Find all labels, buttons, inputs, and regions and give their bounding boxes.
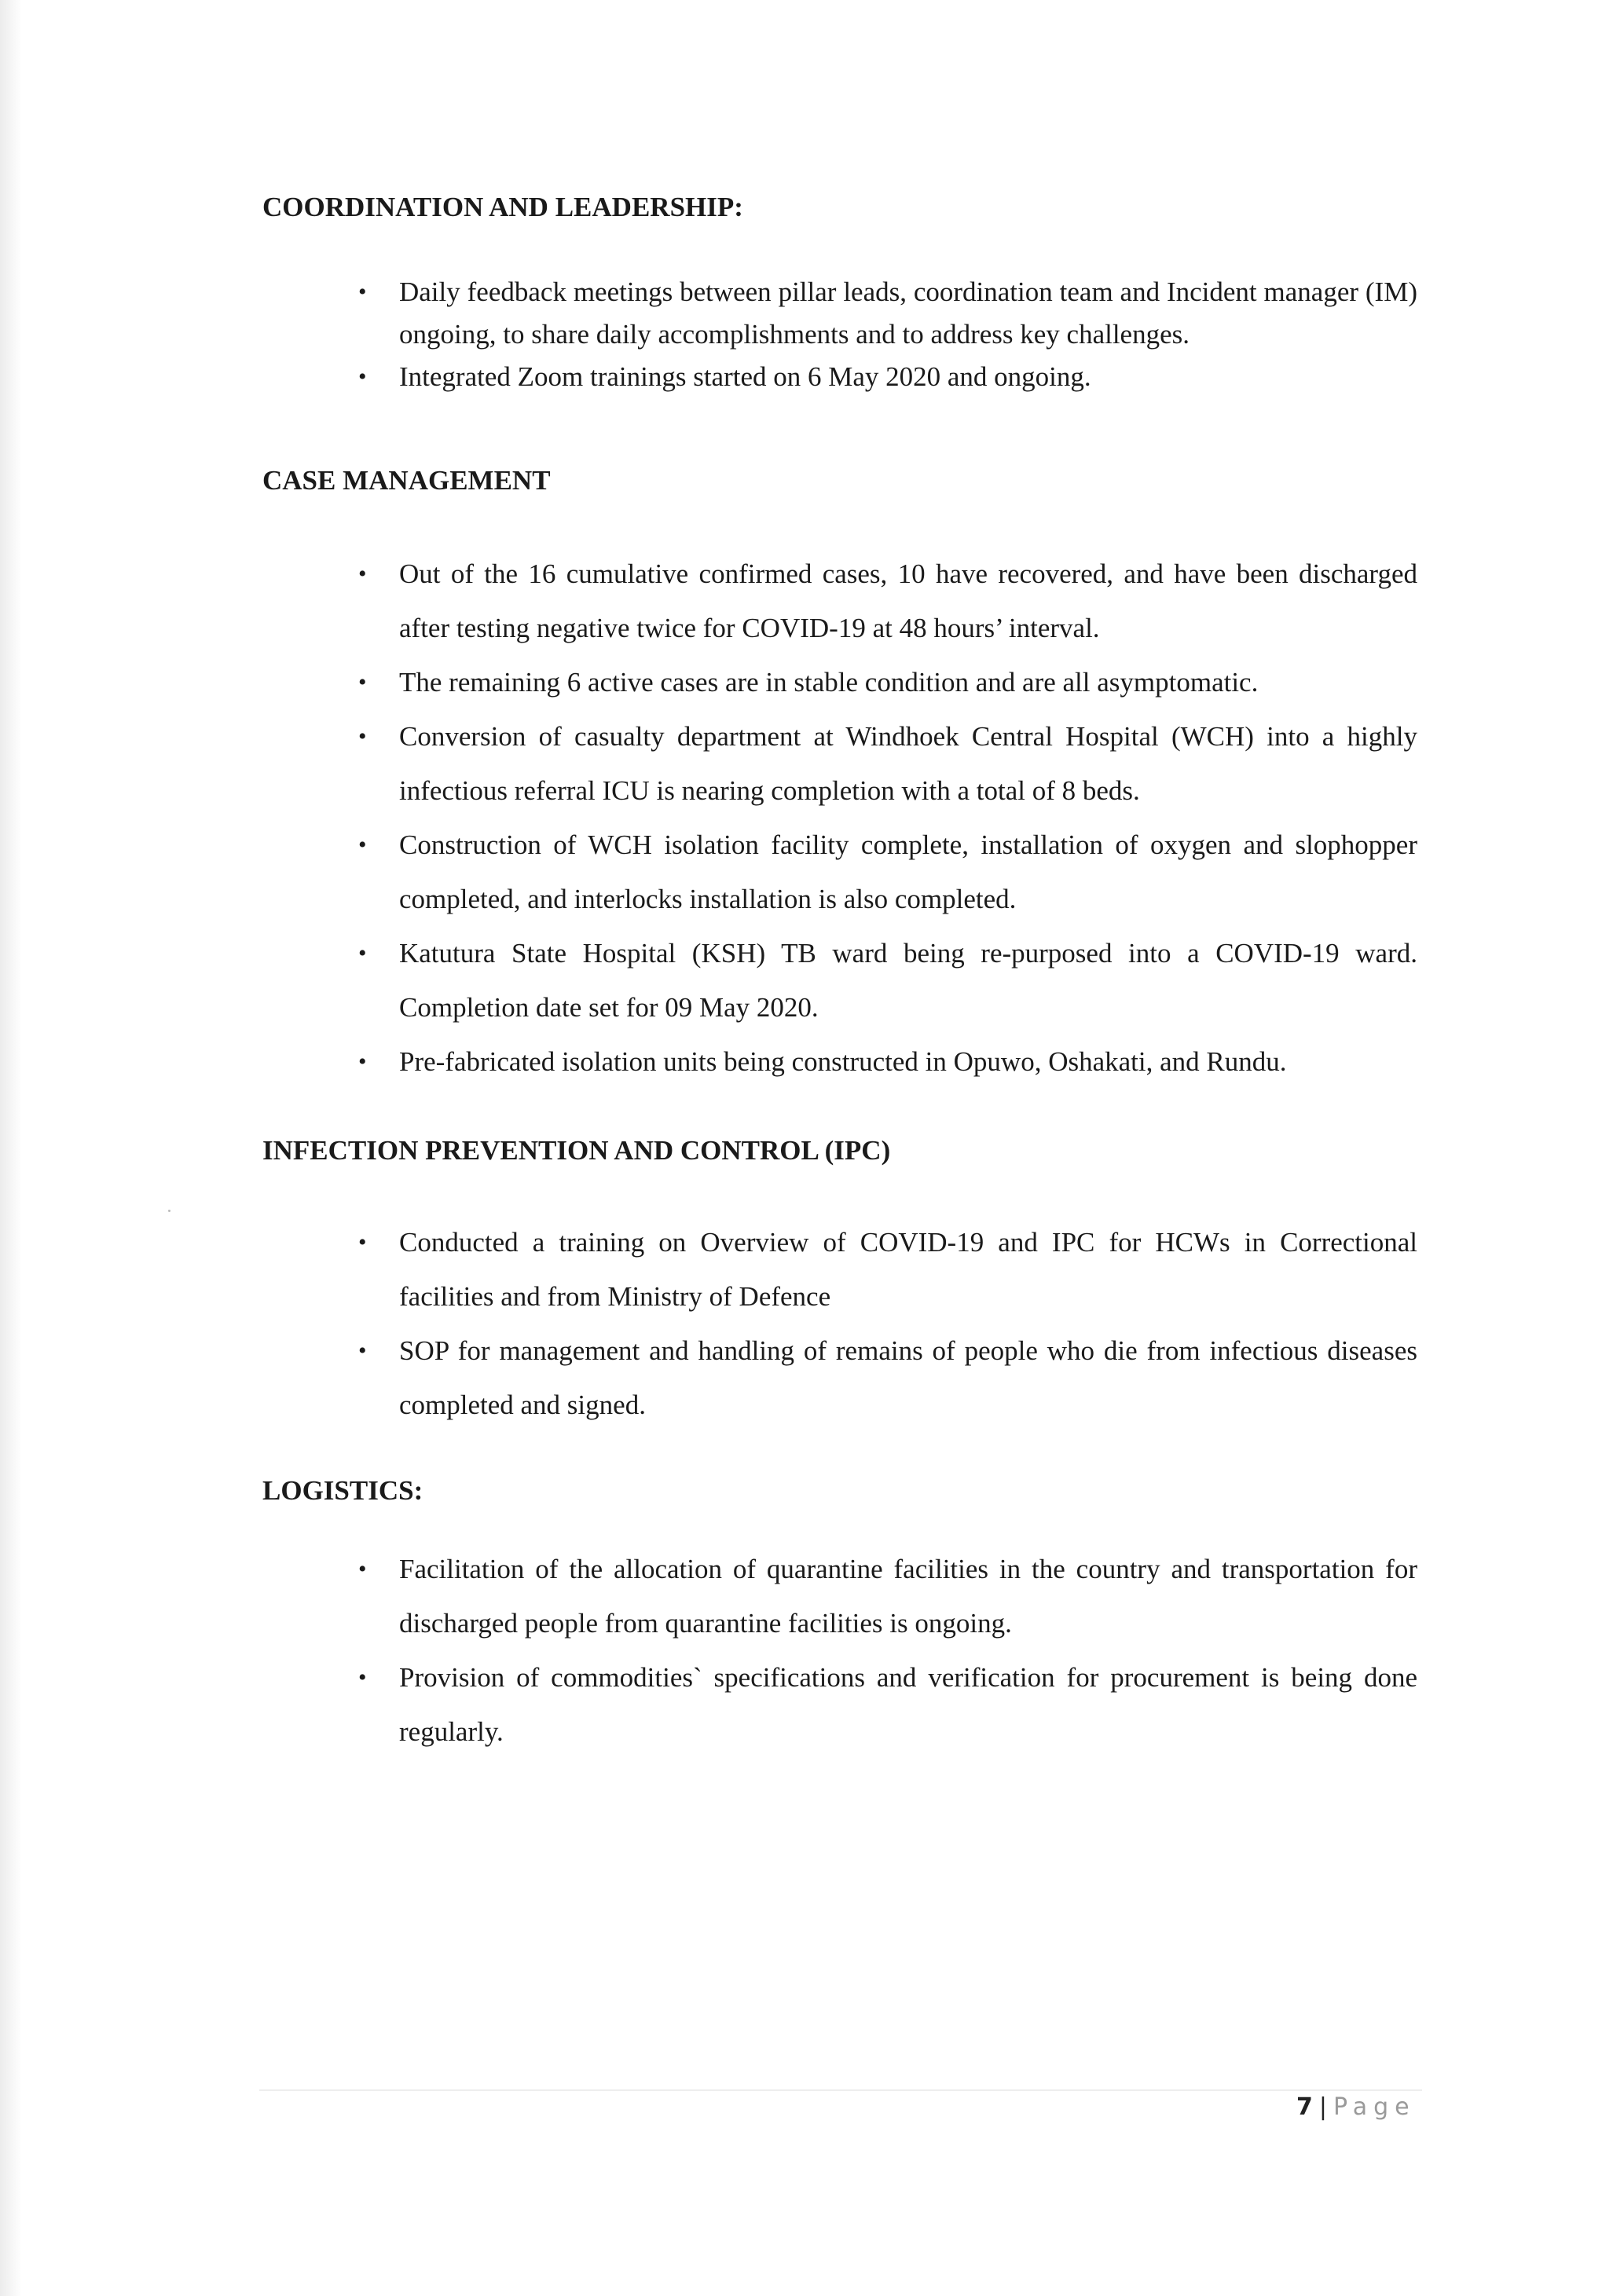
bullet-icon: • bbox=[358, 279, 367, 305]
bullet-icon: • bbox=[358, 723, 367, 749]
bullet-icon: • bbox=[358, 1338, 367, 1364]
bullet-icon: • bbox=[358, 1229, 367, 1255]
list-item bbox=[358, 818, 1417, 926]
list-item bbox=[358, 356, 1417, 398]
list-item bbox=[358, 547, 1417, 655]
scan-edge-shadow bbox=[0, 0, 22, 2296]
list-item-text: Provision of commodities` specifications and verification for procurement is being done regularly. bbox=[399, 1662, 1417, 1747]
bullet-icon: • bbox=[358, 832, 367, 858]
page-number bbox=[1296, 2093, 1416, 2121]
bullet-icon: • bbox=[358, 364, 367, 390]
page-label: Page bbox=[1333, 2093, 1416, 2121]
coordination-list bbox=[358, 271, 1417, 398]
list-item-text: Facilitation of the allocation of quarantine facilities in the country and transportation for discharged people from quarantine facilities is ongoing. bbox=[399, 1554, 1417, 1639]
bullet-icon: • bbox=[358, 1049, 367, 1075]
list-item bbox=[358, 1542, 1417, 1650]
case-management-list bbox=[358, 547, 1417, 1089]
section-heading-coordination: COORDINATION AND LEADERSHIP: bbox=[262, 192, 743, 222]
list-item-text: Conducted a training on Overview of COVID-19 and IPC for HCWs in Correctional facilities and from Ministry of Defence bbox=[399, 1227, 1417, 1312]
bullet-icon: • bbox=[358, 669, 367, 695]
ipc-list bbox=[358, 1215, 1417, 1432]
footer-rule bbox=[259, 2089, 1422, 2091]
list-item bbox=[358, 1215, 1417, 1324]
list-item bbox=[358, 655, 1417, 709]
list-item-text: SOP for management and handling of remains of people who die from infectious diseases completed and signed. bbox=[399, 1335, 1417, 1420]
list-item bbox=[358, 1324, 1417, 1432]
list-item bbox=[358, 271, 1417, 356]
list-item-text: Conversion of casualty department at Windhoek Central Hospital (WCH) into a highly infectious referral ICU is nearing completion with a total of 8 beds. bbox=[399, 721, 1417, 806]
list-item bbox=[358, 709, 1417, 818]
list-item-text: Daily feedback meetings between pillar leads, coordination team and Incident manager (IM) ongoing, to share daily accomplishments and to address key challenges. bbox=[399, 276, 1417, 350]
list-item bbox=[358, 926, 1417, 1034]
section-heading-logistics: LOGISTICS: bbox=[262, 1475, 423, 1506]
page-number-separator: | bbox=[1318, 2093, 1327, 2121]
list-item-text: The remaining 6 active cases are in stable condition and are all asymptomatic. bbox=[399, 667, 1259, 698]
list-item-text: Construction of WCH isolation facility complete, installation of oxygen and slophopper completed, and interlocks installation is also completed. bbox=[399, 829, 1417, 914]
bullet-icon: • bbox=[358, 1664, 367, 1690]
list-item-text: Integrated Zoom trainings started on 6 May 2020 and ongoing. bbox=[399, 361, 1091, 392]
list-item bbox=[358, 1034, 1417, 1089]
list-item bbox=[358, 1650, 1417, 1759]
bullet-icon: • bbox=[358, 561, 367, 587]
bullet-icon: • bbox=[358, 940, 367, 966]
list-item-text: Katutura State Hospital (KSH) TB ward being re-purposed into a COVID-19 ward. Completion date set for 09 May 2020. bbox=[399, 938, 1417, 1023]
bullet-icon: • bbox=[358, 1556, 367, 1582]
scan-speck bbox=[168, 1210, 170, 1212]
section-heading-ipc: INFECTION PREVENTION AND CONTROL (IPC) bbox=[262, 1135, 891, 1166]
list-item-text: Out of the 16 cumulative confirmed cases, 10 have recovered, and have been discharged after testing negative twice for COVID-19 at 48 hours’ interval. bbox=[399, 558, 1417, 643]
list-item-text: Pre-fabricated isolation units being constructed in Opuwo, Oshakati, and Rundu. bbox=[399, 1046, 1287, 1077]
page-number-value: 7 bbox=[1296, 2093, 1313, 2121]
logistics-list bbox=[358, 1542, 1417, 1759]
section-heading-case-management: CASE MANAGEMENT bbox=[262, 465, 551, 496]
